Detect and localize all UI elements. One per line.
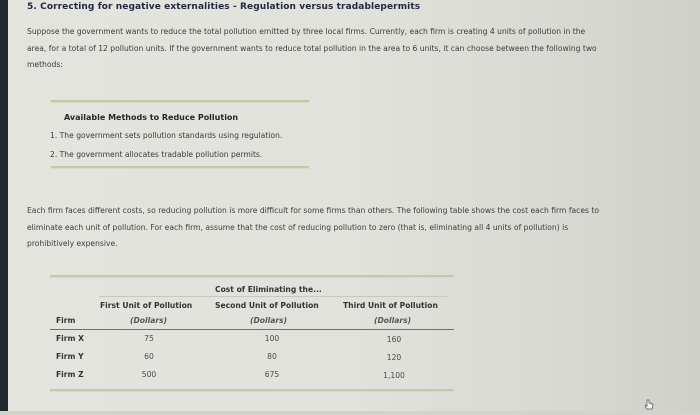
cost-line: prohibitively expensive. xyxy=(27,239,118,248)
col-header-third: Third Unit of Pollution xyxy=(343,301,438,310)
hand-cursor-icon xyxy=(644,396,654,408)
col-unit-second: (Dollars) xyxy=(250,316,288,325)
row-firm-z-third: 1,100 xyxy=(383,371,405,380)
row-firm-y-label: Firm Y xyxy=(56,352,84,361)
cost-paragraph xyxy=(27,203,677,253)
row-firm-z-label: Firm Z xyxy=(56,370,84,379)
col-header-first: First Unit of Pollution xyxy=(100,301,193,310)
table-group-header: Cost of Eliminating the... xyxy=(215,285,322,294)
methods-box-bottom-rule xyxy=(51,166,309,169)
method-item-regulation: 1. The government sets pollution standards using regulation. xyxy=(50,131,283,140)
question-page xyxy=(8,0,700,411)
row-firm-z-second: 675 xyxy=(264,370,280,379)
intro-line: methods: xyxy=(27,60,63,69)
methods-box-title: Available Methods to Reduce Pollution xyxy=(64,113,239,122)
row-firm-x-third: 160 xyxy=(386,335,402,344)
header-rule xyxy=(50,329,454,330)
row-firm-z-first: 500 xyxy=(141,370,157,379)
row-firm-x-label: Firm X xyxy=(56,334,84,343)
method-item-permits: 2. The government allocates tradable pollution permits. xyxy=(50,150,263,159)
col-unit-third: (Dollars) xyxy=(374,316,412,325)
row-firm-x-first: 75 xyxy=(144,334,154,343)
intro-line: Suppose the government wants to reduce the total pollution emitted by three local firms. Currently, each firm is creating 4 units of pollution in the xyxy=(27,27,586,36)
question-title: 5. Correcting for negative externalities - Regulation versus tradablepermits xyxy=(27,2,421,12)
col-header-second: Second Unit of Pollution xyxy=(215,301,319,310)
screen-bezel xyxy=(0,0,8,411)
group-header-underline xyxy=(99,296,449,297)
row-firm-y-third: 120 xyxy=(386,353,402,362)
col-header-firm: Firm xyxy=(56,316,76,325)
col-unit-first: (Dollars) xyxy=(130,316,168,325)
row-firm-x-second: 100 xyxy=(264,334,280,343)
row-firm-y-second: 80 xyxy=(267,352,277,361)
methods-box-top-rule xyxy=(51,100,309,103)
table-bottom-rule xyxy=(50,389,454,392)
intro-paragraph xyxy=(27,24,677,74)
cost-line: eliminate each unit of pollution. For each firm, assume that the cost of reducing pollution to zero (that is, eliminating all 4 units of pollution) is xyxy=(27,222,569,232)
table-top-rule xyxy=(50,275,454,278)
row-firm-y-first: 60 xyxy=(144,352,154,361)
cost-line: Each firm faces different costs, so reducing pollution is more difficult for some firms than others. The following table shows the cost each firm faces to xyxy=(27,206,599,215)
intro-line: area, for a total of 12 pollution units. If the government wants to reduce total pollution in the area to 6 units, it can choose between the following two xyxy=(27,43,597,53)
